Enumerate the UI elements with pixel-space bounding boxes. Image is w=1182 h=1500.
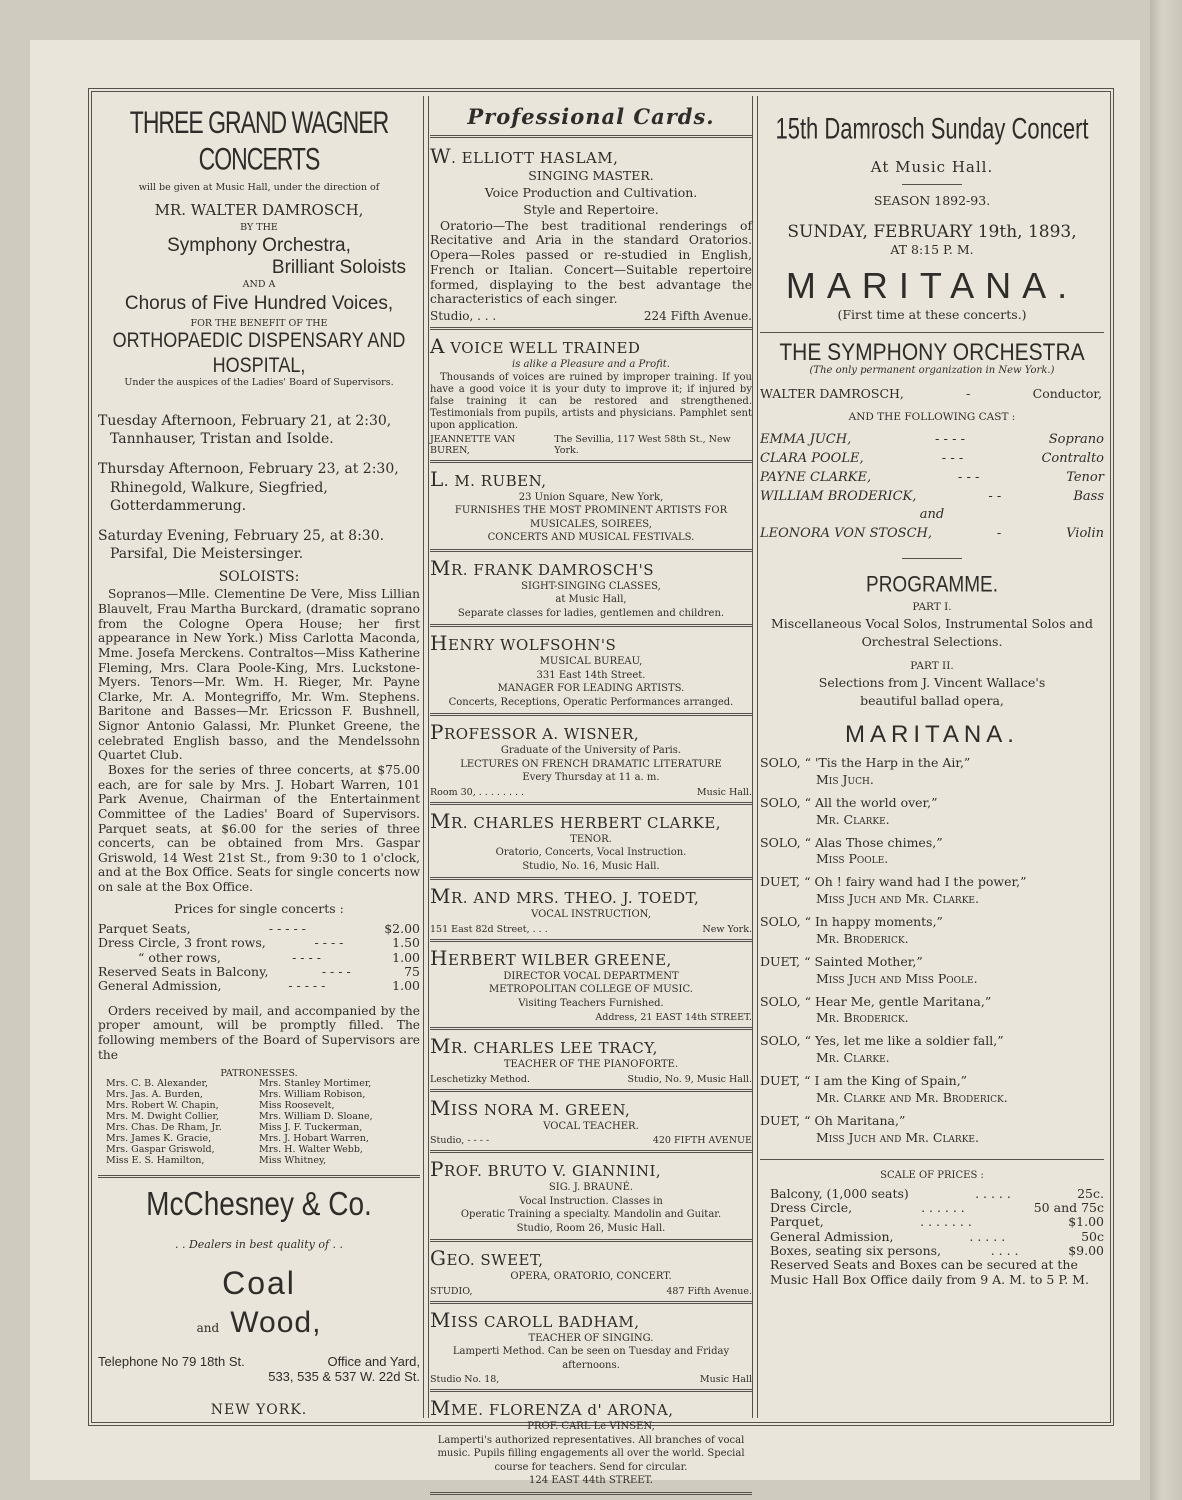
- concert-venue: At Music Hall.: [870, 158, 994, 176]
- patroness: Miss E. S. Hamilton,: [106, 1154, 205, 1166]
- professional-card: [430, 631, 752, 716]
- professional-card: [430, 556, 752, 628]
- professional-card: [430, 144, 752, 330]
- card-line: Studio, Room 26, Music Hall.: [516, 1222, 666, 1234]
- cast-row: PAYNE CLARKE, - - - Tenor: [760, 469, 1104, 485]
- orchestra-line: Symphony Orchestra,: [167, 235, 351, 256]
- opera-title: MARITANA.: [785, 265, 1079, 306]
- ad-city: NEW YORK.: [210, 1401, 308, 1418]
- scale-row: Boxes, seating six persons, . . . . $9.00: [770, 1243, 1104, 1259]
- card-line: Separate classes for ladies, gentlemen and children.: [457, 607, 725, 619]
- date-1: Tuesday Afternoon, February 21, at 2:30,: [98, 413, 392, 429]
- professional-card: [430, 1096, 752, 1154]
- cast-row: CLARA POOLE, - - - Contralto: [760, 450, 1104, 466]
- patroness: Mrs. William D. Sloane,: [259, 1110, 373, 1122]
- professional-card: [430, 884, 752, 942]
- professional-card: [430, 720, 752, 805]
- card-line: TEACHER OF THE PIANOFORTE.: [503, 1059, 679, 1071]
- card-line: METROPOLITAN COLLEGE OF MUSIC.: [489, 984, 693, 996]
- card-name: HERBERT WILBER GREENE,: [430, 945, 672, 970]
- patroness: Miss Whitney,: [259, 1154, 327, 1166]
- card-footer: Room 30, . . . . . . . . Music Hall.: [430, 786, 752, 798]
- card-line: VOCAL INSTRUCTION,: [531, 909, 651, 921]
- part-1-heading: PART I.: [912, 601, 952, 614]
- wagner-concerts-column: [98, 100, 420, 1418]
- professional-card: [430, 467, 752, 552]
- patroness: Mrs. C. B. Alexander,: [106, 1078, 209, 1090]
- card-line: TEACHER OF SINGING.: [528, 1332, 654, 1344]
- programme-number: SOLO, “ All the world over,” Mr. Clarke.: [760, 794, 938, 827]
- patroness: Mrs. William Robison,: [259, 1089, 366, 1101]
- programme-number: SOLO, “ Alas Those chimes,” Miss Poole.: [760, 834, 943, 867]
- programme-numbers: [760, 755, 1104, 1147]
- date-3: Saturday Evening, February 25, at 8:30.: [98, 527, 385, 544]
- patroness: Mrs. Chas. De Rham, Jr.: [106, 1121, 222, 1133]
- program-1: Tannhauser, Tristan and Isolde.: [110, 431, 334, 448]
- ad-company: McChesney & Co.: [146, 1184, 372, 1222]
- soloists-text: Sopranos—Mlle. Clementine De Vere, Miss Lillian Blauvelt, Frau Martha Burckard, (dramatic soprano from the Cologne Opera House; her first appearance in New York.) Miss Carlotta Maconda, Mme. Josefa Merckens. Contraltos—Miss Katherine Fleming, Mrs. Clara Poole-King, Mrs. Luckstone-Myers. Tenors—Mr. Wm. H. Rieger, Mr. Payne Clarke, Mr. A. Montegriffo, Mr. Wm. Stephens. Baritone and Basses—Mr. Ericsson F. Bushnell, Signor Antonio Galassi, Mr. Plunket Greene, the celebrated English basso, and the Mendelssohn Quartet Club.: [98, 587, 420, 763]
- programme-number: SOLO, “ In happy moments,” Mr. Broderick.: [760, 914, 943, 946]
- professional-card: [430, 809, 752, 881]
- first-time-note: (First time at these concerts.): [837, 307, 1027, 322]
- scale-row: General Admission, . . . . . 50c: [770, 1228, 1104, 1244]
- programme-number: SOLO, “ Hear Me, gentle Maritana,” Mr. Broderick.: [760, 993, 992, 1026]
- card-name: GEO. SWEET,: [430, 1246, 544, 1271]
- card-line: Visiting Teachers Furnished.: [518, 997, 664, 1009]
- patroness: Mrs. James K. Gracie,: [106, 1132, 212, 1144]
- prices-table: [98, 922, 420, 994]
- card-body: Thousands of voices are ruined by improper training. If you have a good voice it is your duty to improve it; if injured by false training it can be restored and strengthened. Testimonials from pupils, artists and physicians. Pamphlet sent upon application.: [430, 371, 752, 431]
- date-2: Thursday Afternoon, February 23, at 2:30,: [98, 461, 399, 478]
- soloists-heading: SOLOISTS:: [218, 569, 300, 586]
- card-footer: JEANNETTE VAN BUREN, The Sevillia, 117 West 58th St., New York.: [430, 433, 731, 456]
- card-footer: Studio, . . . 224 Fifth Avenue.: [430, 309, 752, 324]
- card-line: OPERA, ORATORIO, CONCERT.: [510, 1271, 672, 1283]
- column-divider-left: [423, 96, 429, 1418]
- boxes-text: Boxes for the series of three concerts, at $75.00 each, are for sale by Mrs. J. Hobart Warren, 101 Park Avenue, Chairman of the Entertainment Committee of the Ladies' Board of Supervisors. Parquet seats, at $6.00 for the series of three concerts, can be obtained from Mrs. Gaspar Griswold, 14 West 21st St., from 9:30 to 1 o'clock, and at the Box Office. Seats for single concerts now on sale at the Box Office.: [98, 763, 420, 895]
- card-line: MUSICAL BUREAU,: [539, 656, 643, 668]
- card-line: is alike a Pleasure and a Profit.: [512, 359, 670, 371]
- card-footer: STUDIO, 487 Fifth Avenue.: [430, 1285, 752, 1297]
- card-name: HENRY WOLFSOHN'S: [430, 631, 617, 656]
- cast-and: and: [919, 507, 945, 523]
- programme-number: DUET, “ Sainted Mother,” Miss Juch and Miss Poole.: [760, 953, 978, 986]
- benefit-line: FOR THE BENEFIT OF THE: [190, 318, 328, 329]
- cast-list: [760, 431, 1104, 544]
- card-line: Vocal Instruction. Classes in: [519, 1195, 663, 1207]
- card-line: Lamperti Method. Can be seen on Tuesday and Friday afternoons.: [452, 1346, 730, 1371]
- professional-card: [430, 1157, 752, 1242]
- cast-row: WILLIAM BRODERICK, - - Bass: [760, 488, 1104, 504]
- programme-heading: PROGRAMME.: [866, 573, 998, 598]
- scale-heading: SCALE OF PRICES :: [880, 1169, 984, 1181]
- patroness: Mrs. Jas. A. Burden,: [106, 1089, 203, 1101]
- card-name: MR. CHARLES LEE TRACY,: [430, 1034, 658, 1059]
- programme-number: SOLO, “ Yes, let me like a soldier fall,” Mr. Clarke.: [760, 1033, 1004, 1066]
- part-2-text: Selections from J. Vincent Wallace's beautiful ballad opera,: [818, 675, 1046, 708]
- binding-edge: [1150, 0, 1182, 1500]
- concert-date: SUNDAY, FEBRUARY 19th, 1893,: [787, 222, 1077, 242]
- patroness: Mrs. H. Walter Webb,: [259, 1143, 363, 1155]
- card-line: at Music Hall,: [555, 594, 627, 606]
- card-line: Operatic Training a specialty. Mandolin and Guitar.: [460, 1209, 722, 1221]
- patroness: Miss Roosevelt,: [259, 1100, 335, 1112]
- sunday-concert-column: [760, 100, 1104, 1410]
- card-footer: Studio, - - - - 420 FIFTH AVENUE: [430, 1135, 752, 1147]
- professional-cards-column: [430, 100, 752, 1487]
- and-a-line: AND A: [242, 279, 276, 290]
- ad-office: Office and Yard,: [327, 1353, 420, 1369]
- professional-card: [430, 1308, 752, 1393]
- card-line: SIGHT-SINGING CLASSES,: [521, 580, 661, 592]
- card-line: CONCERTS AND MUSICAL FESTIVALS.: [487, 532, 695, 544]
- card-name: L. M. RUBEN,: [430, 466, 547, 491]
- patronesses-heading: PATRONESSES.: [220, 1068, 298, 1080]
- scale-row: Parquet, . . . . . . . $1.00: [770, 1214, 1104, 1230]
- program-3: Parsifal, Die Meistersinger.: [110, 546, 304, 563]
- card-line: Every Thursday at 11 a. m.: [522, 772, 660, 784]
- price-row: Dress Circle, 3 front rows, - - - - 1.50: [98, 935, 420, 951]
- patroness: Miss J. F. Tuckerman,: [259, 1121, 363, 1133]
- opera-title-2: MARITANA.: [845, 721, 1019, 749]
- card-line: 331 East 14th Street.: [536, 669, 646, 681]
- card-line: MUSICALES, SOIREES,: [530, 518, 652, 530]
- price-row: General Admission, - - - - - 1.00: [98, 978, 420, 994]
- programme-number: SOLO, “ 'Tis the Harp in the Air,” Mis Juch.: [760, 755, 971, 787]
- column-divider-right: [752, 96, 758, 1418]
- card-name: PROFESSOR A. WISNER,: [430, 720, 640, 745]
- price-row: Parquet Seats, - - - - - $2.00: [98, 920, 420, 936]
- card-name: W. ELLIOTT HASLAM,: [430, 144, 619, 168]
- cards-heading: Professional Cards.: [467, 104, 715, 129]
- orders-text: Orders received by mail, and accompanied by the proper amount, will be promptly filled. The following members of the Board of Supervisors are the: [98, 1003, 420, 1062]
- card-line: MANAGER FOR LEADING ARTISTS.: [497, 683, 685, 695]
- card-name: MISS NORA M. GREEN,: [430, 1095, 631, 1120]
- card-name: MR. CHARLES HERBERT CLARKE,: [430, 808, 722, 833]
- wagner-title: THREE GRAND WAGNER CONCERTS: [129, 104, 389, 177]
- ad-coal: Coal: [222, 1264, 296, 1301]
- ad-dealers: . . Dealers in best quality of . .: [174, 1237, 344, 1251]
- card-footer: Address, 21 EAST 14th STREET.: [595, 1012, 752, 1024]
- director-name: MR. WALTER DAMROSCH,: [154, 201, 364, 219]
- card-line: SIG. J. BRAUNÉ.: [548, 1182, 634, 1194]
- scale-table: [760, 1187, 1104, 1259]
- cards-list: [430, 144, 752, 1495]
- concert-time: AT 8:15 P. M.: [890, 242, 974, 257]
- part-2-heading: PART II.: [910, 660, 954, 673]
- card-line: SINGING MASTER.: [528, 168, 654, 183]
- ad-wood: Wood,: [230, 1305, 322, 1339]
- coal-ad: [98, 1184, 420, 1418]
- card-name: MR. FRANK DAMROSCH'S: [430, 555, 654, 580]
- card-line: Voice Production and Cultivation.: [484, 184, 698, 200]
- professional-card: [430, 1034, 752, 1092]
- hospital-line: ORTHOPAEDIC DISPENSARY AND HOSPITAL,: [112, 327, 406, 377]
- ad-and: and: [196, 1320, 220, 1335]
- card-line: 124 EAST 44th STREET.: [529, 1475, 653, 1487]
- professional-card: [430, 334, 752, 463]
- programme-number: DUET, “ Oh ! fairy wand had I the power,” Miss Juch and Mr. Clarke.: [760, 874, 1027, 907]
- card-name: MR. AND MRS. THEO. J. TOEDT,: [430, 884, 700, 909]
- patroness: Mrs. M. Dwight Collier,: [106, 1110, 220, 1122]
- patronesses-list: [98, 1079, 420, 1166]
- patroness: Mrs. Stanley Mortimer,: [259, 1078, 372, 1090]
- conductor-row: WALTER DAMROSCH, - Conductor,: [760, 386, 1102, 401]
- card-footer: Studio No. 18, Music Hall: [430, 1374, 752, 1386]
- card-name: PROF. BRUTO V. GIANNINI,: [430, 1157, 662, 1182]
- card-body: Oratorio—The best traditional renderings of Recitative and Aria in the standard Oratorios. Opera—Roles passed or re-studied in English, French or Italian. Concert—Suitable repertoire formed, displaying to the best advantage the characteristics of each singer.: [430, 218, 752, 307]
- card-name: MISS CAROLL BADHAM,: [430, 1307, 640, 1332]
- professional-card: [430, 1396, 752, 1495]
- card-line: TENOR.: [570, 833, 612, 845]
- professional-card: [430, 1246, 752, 1304]
- price-row: “ other rows, - - - - 1.00: [138, 949, 420, 965]
- cast-row: LEONORA VON STOSCH, - Violin: [760, 526, 1104, 542]
- professional-card: [430, 946, 752, 1031]
- patroness: Mrs. Robert W. Chapin,: [106, 1100, 219, 1112]
- by-the-line: BY THE: [240, 222, 278, 233]
- ad-address: 533, 535 & 537 W. 22d St.: [268, 1368, 420, 1384]
- card-line: FURNISHES THE MOST PROMINENT ARTISTS FOR: [454, 505, 728, 517]
- programme-number: DUET, “ Oh Maritana,” Miss Juch and Mr. Clarke.: [760, 1112, 979, 1145]
- card-line: Studio, No. 16, Music Hall.: [522, 860, 660, 872]
- ad-telephone: Telephone No 79 18th St.: [98, 1353, 245, 1369]
- reserved-text: Reserved Seats and Boxes can be secured at the Music Hall Box Office daily from 9 A. M. to 5 P. M.: [770, 1257, 1089, 1287]
- cast-row: EMMA JUCH, - - - - Soprano: [760, 432, 1104, 447]
- auspices-line: Under the auspices of the Ladies' Board of Supervisors.: [124, 377, 394, 388]
- given-line: will be given at Music Hall, under the direction of: [138, 182, 380, 193]
- scale-row: Balcony, (1,000 seats) . . . . . 25c.: [770, 1185, 1104, 1201]
- card-line: Concerts, Receptions, Operatic Performances arranged.: [448, 696, 734, 708]
- programme-number: DUET, “ I am the King of Spain,” Mr. Clarke and Mr. Broderick.: [760, 1073, 1008, 1105]
- patroness: Mrs. Gaspar Griswold,: [106, 1143, 215, 1155]
- card-line: 23 Union Square, New York,: [518, 491, 664, 503]
- card-line: LECTURES ON FRENCH DRAMATIC LITERATURE: [460, 758, 722, 770]
- card-footer: 151 East 82d Street, . . . New York.: [430, 923, 752, 935]
- card-line: Graduate of the University of Paris.: [500, 745, 682, 757]
- orchestra-note: (The only permanent organization in New York.): [809, 365, 1055, 376]
- card-line: PROF. CARL Le VINSEN,: [527, 1421, 655, 1433]
- card-footer: Leschetizky Method. Studio, No. 9, Music Hall.: [430, 1073, 752, 1085]
- part-1-text: Miscellaneous Vocal Solos, Instrumental Solos and Orchestral Selections.: [771, 616, 1093, 649]
- cast-heading: AND THE FOLLOWING CAST :: [848, 411, 1016, 423]
- conductor-role: Conductor,: [1032, 386, 1102, 401]
- card-line: VOCAL TEACHER.: [543, 1120, 639, 1132]
- card-line: Style and Repertoire.: [523, 201, 659, 217]
- soloists-line: Brilliant Soloists: [271, 257, 406, 278]
- card-line: Oratorio, Concerts, Vocal Instruction.: [495, 847, 687, 859]
- prices-heading: Prices for single concerts :: [174, 900, 344, 916]
- card-name: MME. FLORENZA d' ARONA,: [430, 1396, 674, 1421]
- patroness: Mrs. J. Hobart Warren,: [259, 1132, 369, 1144]
- card-line: DIRECTOR VOCAL DEPARTMENT: [503, 970, 679, 982]
- scale-row: Dress Circle, . . . . . . 50 and 75c: [770, 1199, 1104, 1215]
- card-line: Lamperti's authorized representatives. All branches of vocal music. Pupils filling engagements all over the world. Special course for teachers. Send for circular.: [437, 1434, 745, 1473]
- price-row: Reserved Seats in Balcony, - - - - 75: [98, 963, 420, 979]
- orchestra-name: THE SYMPHONY ORCHESTRA: [779, 339, 1085, 366]
- chorus-line: Chorus of Five Hundred Voices,: [124, 293, 394, 314]
- program-2: Rhinegold, Walkure, Siegfried, Gotterdammerung.: [110, 479, 328, 514]
- concert-title: 15th Damrosch Sunday Concert: [775, 111, 1089, 146]
- card-name: A VOICE WELL TRAINED: [430, 334, 641, 359]
- season: SEASON 1892-93.: [873, 193, 991, 208]
- conductor-name: WALTER DAMROSCH,: [760, 386, 904, 401]
